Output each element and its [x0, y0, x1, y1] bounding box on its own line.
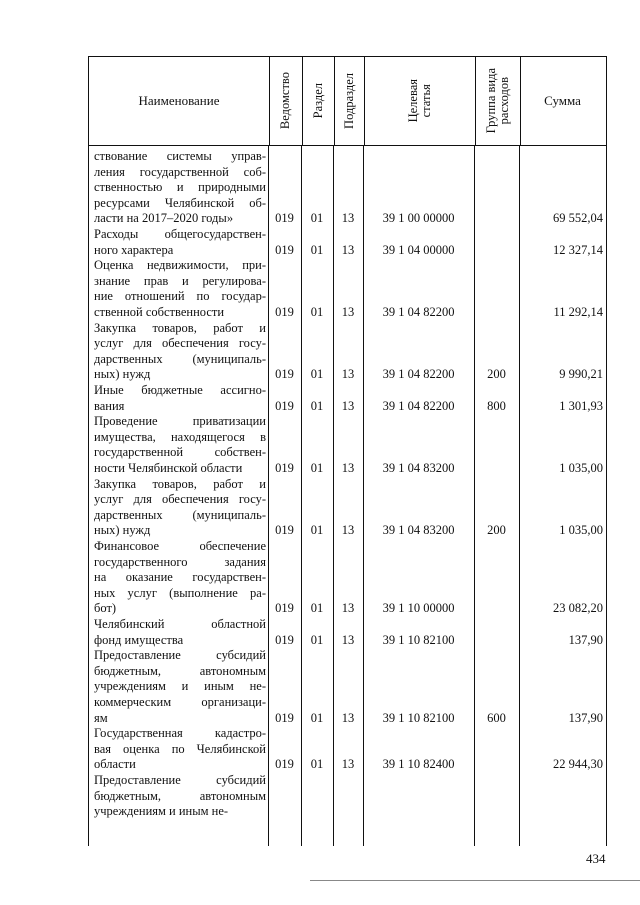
row-name-line: бот) [94, 601, 117, 616]
row-name-line: учреждениям и иным не- [94, 679, 266, 694]
row-name-line: Проведение приватизации [94, 414, 266, 429]
row-vedomstvo: 019 [275, 460, 294, 475]
row-name-line: области [94, 757, 136, 772]
row-summa: 1 035,00 [559, 460, 603, 475]
row-name-line: ям [94, 710, 108, 725]
row-razdel: 01 [310, 632, 324, 647]
row-celevaya: 39 1 04 00000 [382, 242, 455, 257]
row-razdel: 01 [310, 601, 324, 616]
row-vedomstvo: 019 [275, 304, 294, 319]
row-podrazdel: 13 [341, 211, 355, 226]
table-row [88, 539, 607, 617]
row-razdel: 01 [310, 242, 324, 257]
row-summa: 9 990,21 [559, 367, 603, 382]
row-summa: 23 082,20 [553, 601, 603, 616]
row-name [94, 383, 266, 414]
row-name-line: дарственных (муниципаль- [94, 351, 266, 366]
header-vedomstvo: Ведомство [278, 72, 292, 130]
row-podrazdel: 13 [341, 757, 355, 772]
row-name-line: Челябинский областной [94, 617, 266, 631]
row-razdel: 01 [310, 523, 324, 538]
row-vedomstvo: 019 [275, 367, 294, 382]
row-name-line: ственностью и природными [94, 180, 266, 195]
row-summa: 12 327,14 [553, 242, 603, 257]
row-name-line: имущества, находящегося в [94, 429, 266, 444]
row-name [94, 414, 266, 476]
row-name-line: ствование системы управ- [94, 149, 266, 163]
row-podrazdel: 13 [341, 710, 355, 725]
row-name [94, 617, 266, 648]
row-name-line: вания [94, 398, 125, 413]
row-podrazdel: 13 [341, 242, 355, 257]
row-podrazdel: 13 [341, 632, 355, 647]
row-name-line: ных услуг (выполнение ра- [94, 585, 266, 600]
row-gruppa: 200 [487, 523, 506, 538]
table-row [88, 617, 607, 648]
table-row [88, 726, 607, 773]
row-name-line: коммерческим организаци- [94, 694, 266, 709]
row-celevaya: 39 1 10 82100 [382, 710, 455, 725]
row-name-line: бюджетным, автономным [94, 663, 266, 678]
row-name-line: знание прав и регулирова- [94, 273, 266, 288]
page-number: 434 [586, 851, 606, 866]
row-name-line: ного характера [94, 242, 174, 257]
row-name-line: учреждениям и иным не- [94, 804, 229, 819]
row-vedomstvo: 019 [275, 710, 294, 725]
row-celevaya: 39 1 04 82200 [382, 304, 455, 319]
row-name-line: бюджетным, автономным [94, 788, 266, 803]
row-name-line: Предоставление субсидий [94, 648, 266, 663]
row-gruppa: 200 [487, 367, 506, 382]
row-name [94, 227, 266, 258]
row-vedomstvo: 019 [275, 523, 294, 538]
row-razdel: 01 [310, 710, 324, 725]
header-gruppa: Группа вида расходов [483, 68, 511, 134]
row-gruppa: 800 [487, 398, 506, 413]
row-name-line: ласти на 2017–2020 годы» [94, 211, 234, 226]
row-name-line: услуг для обеспечения госу- [94, 492, 266, 507]
row-name-line: ственной собственности [94, 304, 225, 319]
table-row [88, 773, 607, 820]
table-row [88, 321, 607, 383]
row-name-line: Закупка товаров, работ и [94, 320, 266, 335]
row-razdel: 01 [310, 398, 324, 413]
row-podrazdel: 13 [341, 523, 355, 538]
row-name-line: Закупка товаров, работ и [94, 476, 266, 491]
table-row [88, 414, 607, 476]
row-name-line: Финансовое обеспечение [94, 539, 266, 553]
row-vedomstvo: 019 [275, 398, 294, 413]
row-name-line: ности Челябинской области [94, 460, 243, 475]
row-name-line: услуг для обеспечения госу- [94, 336, 266, 351]
row-summa: 137,90 [568, 710, 603, 725]
row-name [94, 648, 266, 726]
row-name-line: ресурсами Челябинской об- [94, 195, 266, 210]
row-summa: 69 552,04 [553, 211, 603, 226]
row-celevaya: 39 1 04 83200 [382, 523, 455, 538]
row-name-line: ных) нужд [94, 367, 151, 382]
row-celevaya: 39 1 10 82100 [382, 632, 455, 647]
row-razdel: 01 [310, 304, 324, 319]
row-name-line: государственного задания [94, 554, 266, 569]
footer-divider [310, 880, 640, 881]
row-name [94, 258, 266, 320]
row-celevaya: 39 1 04 82200 [382, 367, 455, 382]
row-podrazdel: 13 [341, 304, 355, 319]
row-name [94, 539, 266, 617]
row-razdel: 01 [310, 757, 324, 772]
row-name-line: ления государственной соб- [94, 164, 266, 179]
row-vedomstvo: 019 [275, 601, 294, 616]
row-celevaya: 39 1 10 82400 [382, 757, 455, 772]
row-razdel: 01 [310, 367, 324, 382]
header-podrazdel: Подраздел [341, 73, 356, 129]
row-summa: 1 035,00 [559, 523, 603, 538]
row-summa: 22 944,30 [553, 757, 603, 772]
row-summa: 137,90 [568, 632, 603, 647]
row-name [94, 477, 266, 539]
row-name-line: дарственных (муниципаль- [94, 507, 266, 522]
table-row [88, 149, 607, 227]
header-name: Наименование [138, 93, 220, 108]
row-name [94, 726, 266, 773]
row-name-line: Иные бюджетные ассигно- [94, 383, 266, 397]
row-vedomstvo: 019 [275, 632, 294, 647]
row-celevaya: 39 1 10 00000 [382, 601, 455, 616]
row-name-line: Предоставление субсидий [94, 773, 266, 787]
row-name [94, 149, 266, 227]
row-name-line: ных) нужд [94, 523, 151, 538]
header-celevaya: Целевая статья [405, 79, 433, 123]
header-summa: Сумма [544, 93, 581, 108]
row-name-line: вая оценка по Челябинской [94, 741, 266, 756]
row-razdel: 01 [310, 460, 324, 475]
row-podrazdel: 13 [341, 601, 355, 616]
row-vedomstvo: 019 [275, 211, 294, 226]
row-gruppa: 600 [487, 710, 506, 725]
row-podrazdel: 13 [341, 398, 355, 413]
header-razdel: Раздел [310, 83, 325, 119]
row-podrazdel: 13 [341, 460, 355, 475]
row-celevaya: 39 1 04 82200 [382, 398, 455, 413]
row-celevaya: 39 1 00 00000 [382, 211, 455, 226]
table-header [88, 56, 607, 146]
row-name-line: на оказание государствен- [94, 570, 266, 585]
row-name-line: фонд имущества [94, 632, 184, 647]
row-podrazdel: 13 [341, 367, 355, 382]
row-name [94, 321, 266, 383]
row-celevaya: 39 1 04 83200 [382, 460, 455, 475]
row-name-line: Государственная кадастро- [94, 726, 266, 741]
table-row [88, 648, 607, 726]
table-row [88, 477, 607, 539]
row-name-line: Расходы общегосударствен- [94, 227, 266, 241]
table-row [88, 258, 607, 320]
row-summa: 11 292,14 [553, 304, 603, 319]
row-name [94, 773, 266, 820]
row-summa: 1 301,93 [559, 398, 603, 413]
row-vedomstvo: 019 [275, 242, 294, 257]
table-row [88, 383, 607, 414]
row-name-line: Оценка недвижимости, при- [94, 258, 266, 273]
row-name-line: государственной собствен- [94, 445, 266, 460]
table-row [88, 227, 607, 258]
row-name-line: ние отношений по государ- [94, 289, 266, 304]
row-vedomstvo: 019 [275, 757, 294, 772]
row-razdel: 01 [310, 211, 324, 226]
